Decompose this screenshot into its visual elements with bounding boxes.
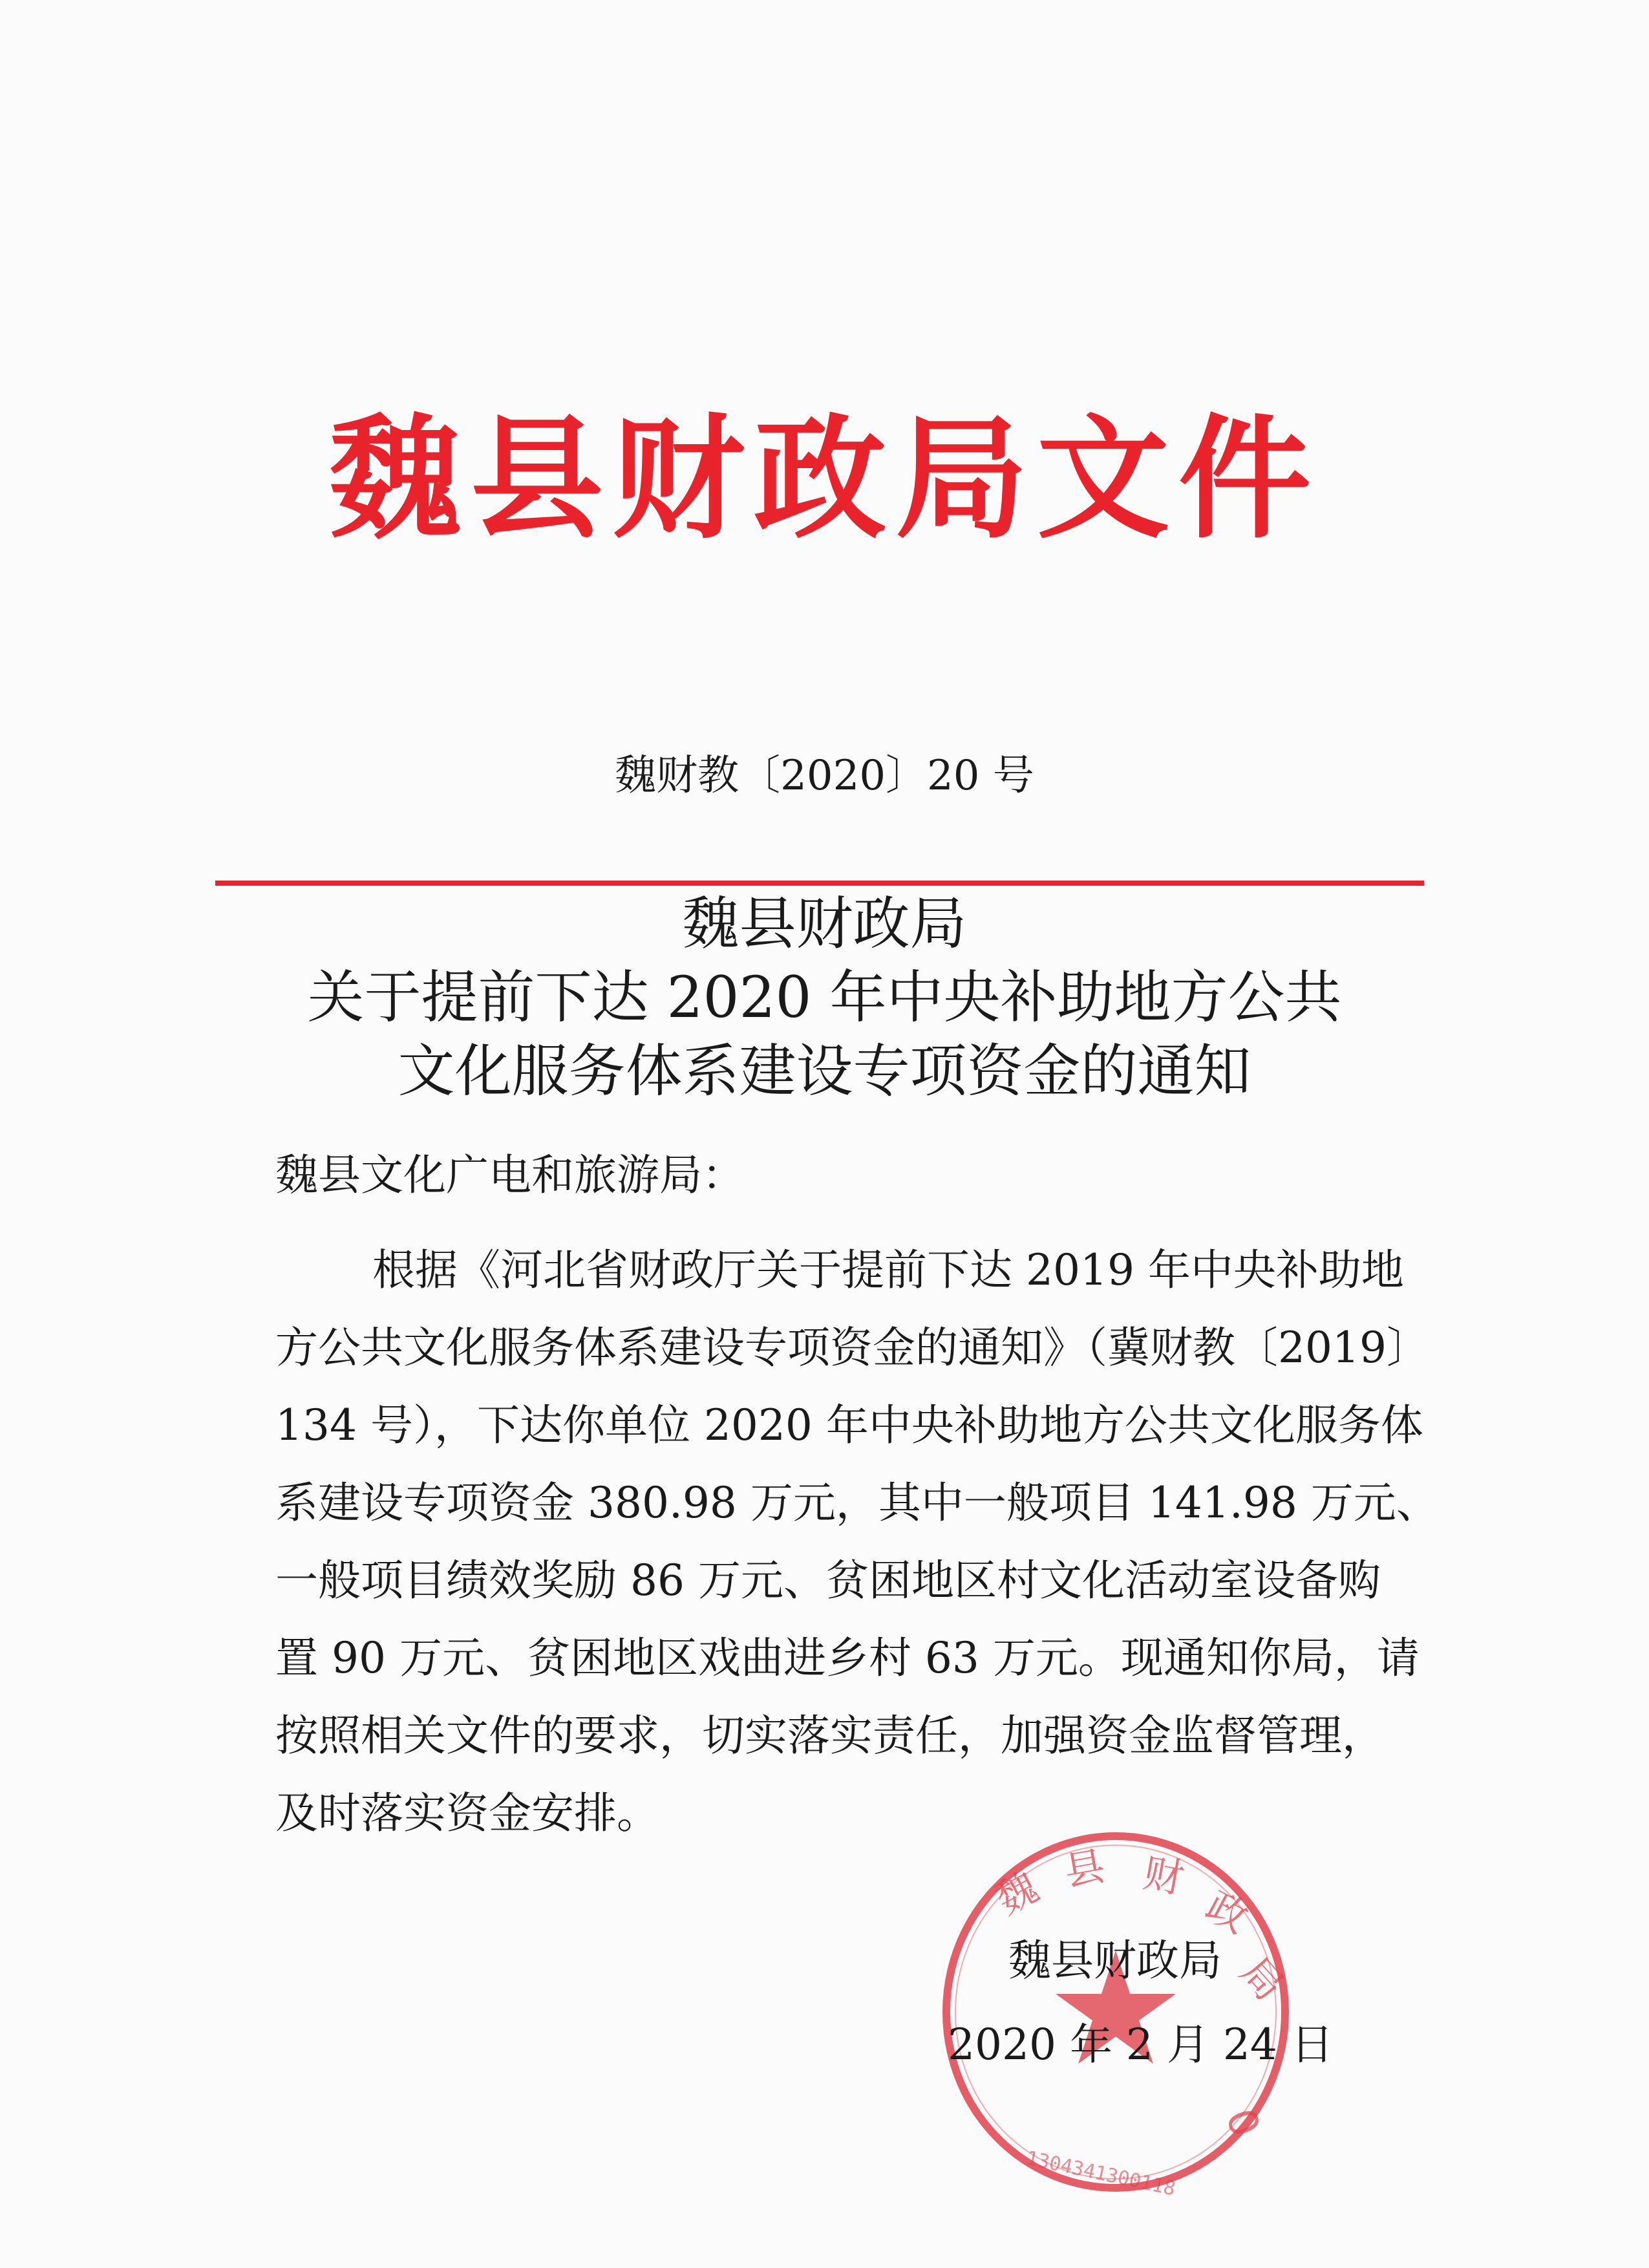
svg-text:魏: 魏 — [988, 1863, 1046, 1924]
official-seal-icon — [928, 1818, 1297, 2206]
notice-title-line: 魏县财政局 — [682, 890, 967, 957]
addressee: 魏县文化广电和旅游局： — [275, 1150, 745, 1200]
svg-text:1304341300118: 1304341300118 — [1024, 2146, 1178, 2201]
signature-organization: 魏县财政局 — [1008, 1936, 1222, 1985]
svg-text:县: 县 — [1060, 1842, 1109, 1896]
notice-title-line: 文化服务体系建设专项资金的通知 — [398, 1038, 1251, 1104]
body-line: 134 号），下达你单位 2020 年中央补助地方公共文化服务体 — [275, 1400, 1423, 1450]
document-number: 魏财教〔2020〕20 号 — [615, 752, 1034, 800]
svg-text:0: 0 — [1216, 2102, 1270, 2143]
notice-title — [0, 887, 1649, 1108]
body-line: 按照相关文件的要求，切实落实责任，加强资金监督管理， — [275, 1711, 1385, 1760]
body-line: 一般项目绩效奖励 86 万元、贫困地区村文化活动室设备购 — [275, 1556, 1381, 1605]
red-divider-line — [215, 881, 1424, 886]
body-line: 置 90 万元、贫困地区戏曲进乡村 63 万元。现通知你局，请 — [275, 1633, 1420, 1683]
document-header-title: 魏县财政局文件 — [329, 403, 1320, 557]
notice-title-line: 关于提前下达 2020 年中央补助地方公共 — [307, 964, 1342, 1031]
signature-date: 2020 年 2 月 24 日 — [948, 2020, 1334, 2070]
svg-text:财: 财 — [1140, 1848, 1188, 1903]
body-line: 及时落实资金安排。 — [275, 1788, 659, 1838]
body-paragraph — [275, 1232, 1439, 1852]
body-line: 系建设专项资金 380.98 万元，其中一般项目 141.98 万元、 — [275, 1478, 1439, 1528]
body-line: 方公共文化服务体系建设专项资金的通知》（冀财教〔2019〕 — [275, 1323, 1429, 1373]
svg-text:局: 局 — [1231, 1948, 1293, 2010]
body-line: 根据《河北省财政厅关于提前下达 2019 年中央补助地 — [372, 1245, 1404, 1295]
svg-text:政: 政 — [1198, 1881, 1256, 1943]
